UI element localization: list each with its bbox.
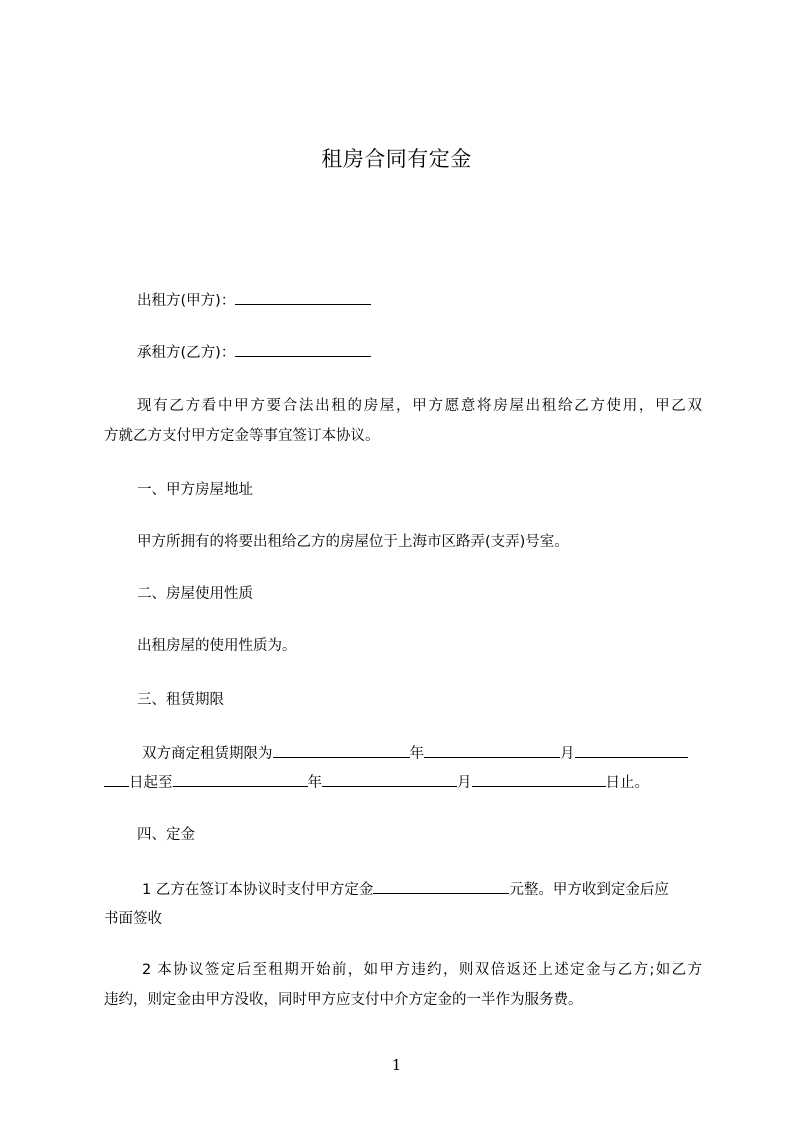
lessee-blank xyxy=(235,342,371,357)
lease-end-year-blank xyxy=(173,772,308,787)
intro-paragraph-line1: 现有乙方看中甲方要合法出租的房屋，甲方愿意将房屋出租给乙方使用，甲乙双 xyxy=(137,398,702,414)
lessor-label: 出租方(甲方)： xyxy=(137,293,236,309)
clause1-suffix: 元整。甲方收到定金后应 xyxy=(509,882,669,898)
clause1-line1 xyxy=(142,879,669,900)
document-title: 租房合同有定金 xyxy=(321,147,472,171)
lease-end-year-label: 年 xyxy=(307,775,322,791)
section1-heading: 一、甲方房屋地址 xyxy=(137,482,253,498)
lease-start-year-label: 年 xyxy=(409,746,424,762)
lease-term-line1 xyxy=(142,743,688,764)
lessor-line xyxy=(137,290,371,311)
lease-end-label: 日止。 xyxy=(605,775,649,791)
lease-start-month-label: 月 xyxy=(560,746,575,762)
lease-start-day-blank-cont xyxy=(104,772,129,787)
lessee-line xyxy=(137,342,371,363)
deposit-amount-blank xyxy=(373,879,509,894)
clause2-line2: 违约，则定金由甲方没收，同时甲方应支付中介方定金的一半作为服务费。 xyxy=(104,992,583,1008)
section4-heading: 四、定金 xyxy=(137,827,195,843)
lessor-blank xyxy=(235,290,371,305)
lease-start-month-blank xyxy=(424,743,560,758)
lease-term-prefix: 双方商定租赁期限为 xyxy=(142,746,273,762)
lease-term-line2 xyxy=(104,772,649,793)
lease-from-label: 日起至 xyxy=(129,775,173,791)
clause2-line1: 2 本协议签定后至租期开始前，如甲方违约，则双倍返还上述定金与乙方;如乙方 xyxy=(142,962,702,978)
lease-end-month-label: 月 xyxy=(457,775,472,791)
section2-text: 出租房屋的使用性质为。 xyxy=(137,638,297,654)
lease-end-day-blank xyxy=(472,772,606,787)
clause1-prefix: 1 乙方在签订本协议时支付甲方定金 xyxy=(142,882,374,898)
lease-end-month-blank xyxy=(322,772,457,787)
page-number: 1 xyxy=(391,1056,402,1074)
section2-heading: 二、房屋使用性质 xyxy=(137,586,253,602)
lessee-label: 承租方(乙方)： xyxy=(137,345,236,361)
lease-start-year-blank xyxy=(273,743,410,758)
lease-start-day-blank xyxy=(575,743,688,758)
clause1-line2: 书面签收 xyxy=(104,911,162,927)
section3-heading: 三、租赁期限 xyxy=(137,692,224,708)
section1-text: 甲方所拥有的将要出租给乙方的房屋位于上海市区路弄(支弄)号室。 xyxy=(137,534,569,550)
intro-paragraph-line2: 方就乙方支付甲方定金等事宜签订本协议。 xyxy=(104,428,380,444)
